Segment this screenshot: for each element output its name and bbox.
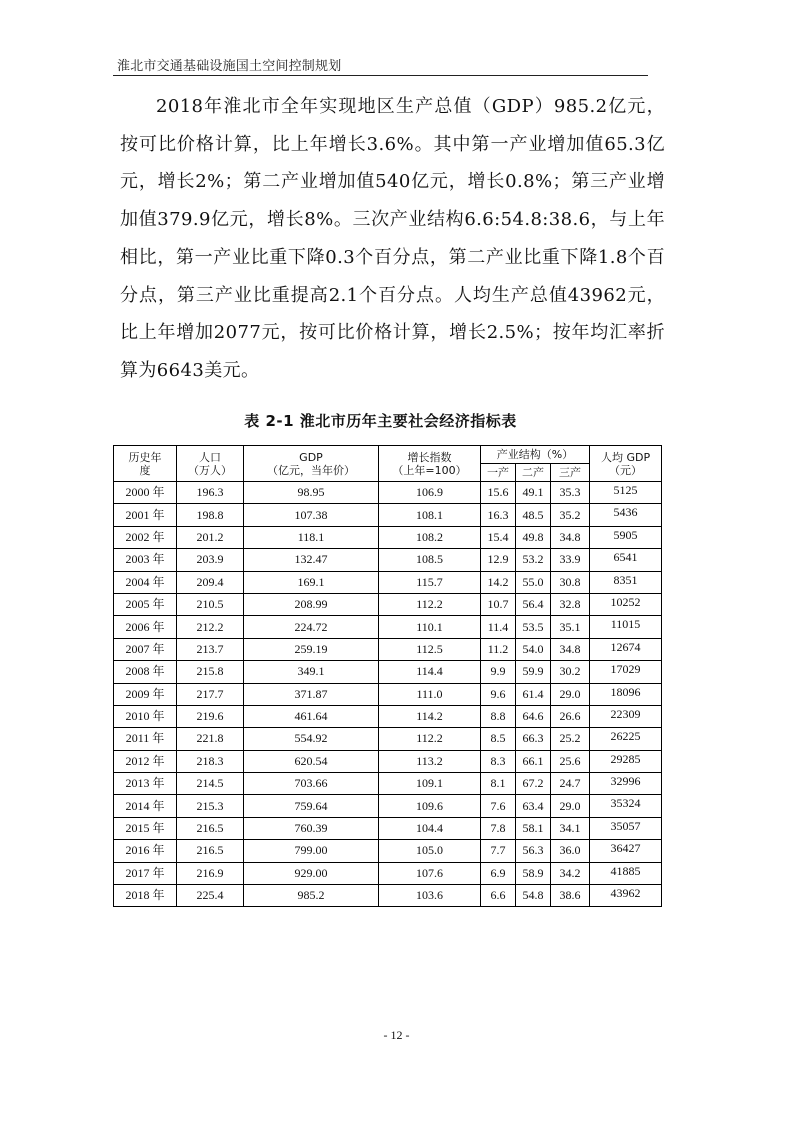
gdp-per-capita-cell: 36427: [590, 840, 662, 862]
body-text: [120, 88, 665, 390]
gdp-per-capita-cell: 35324: [590, 795, 662, 817]
growth-index-cell: 114.2: [379, 705, 481, 727]
secondary-industry-cell: 64.6: [516, 705, 551, 727]
gdp-per-capita-cell: 35057: [590, 817, 662, 839]
population-cell: 225.4: [177, 885, 244, 907]
page-header: [113, 53, 648, 76]
secondary-industry-cell: 58.9: [516, 862, 551, 884]
header-population-line1: 人口: [199, 450, 221, 464]
gdp-per-capita-cell: 5436: [590, 504, 662, 526]
gdp-per-capita-cell: 32996: [590, 773, 662, 795]
primary-industry-cell: 16.3: [481, 504, 516, 526]
gdp-per-capita-cell: 5905: [590, 526, 662, 548]
gdp-per-capita-cell: 6541: [590, 549, 662, 571]
tertiary-industry-cell: 29.0: [551, 683, 590, 705]
population-cell: 210.5: [177, 593, 244, 615]
tertiary-industry-cell: 34.2: [551, 862, 590, 884]
year-cell: 2017 年: [114, 862, 177, 884]
primary-industry-cell: 15.6: [481, 482, 516, 504]
primary-industry-cell: 8.3: [481, 750, 516, 772]
primary-industry-cell: 7.7: [481, 840, 516, 862]
year-cell: 2006 年: [114, 616, 177, 638]
secondary-industry-cell: 59.9: [516, 661, 551, 683]
secondary-industry-cell: 55.0: [516, 571, 551, 593]
tertiary-industry-cell: 29.0: [551, 795, 590, 817]
primary-industry-cell: 10.7: [481, 593, 516, 615]
header-growth-line1: 增长指数: [407, 450, 452, 464]
population-cell: 203.9: [177, 549, 244, 571]
gdp-per-capita-cell: 12674: [590, 638, 662, 660]
population-cell: 196.3: [177, 482, 244, 504]
table-row: [114, 885, 662, 907]
gdp-cell: 224.72: [244, 616, 379, 638]
gdp-per-capita-cell: 43962: [590, 885, 662, 907]
table-row: [114, 705, 662, 727]
document-title: 淮北市交通基础设施国土空间控制规划: [117, 59, 342, 74]
gdp-cell: 759.64: [244, 795, 379, 817]
population-cell: 212.2: [177, 616, 244, 638]
year-cell: 2013 年: [114, 773, 177, 795]
primary-industry-cell: 14.2: [481, 571, 516, 593]
secondary-industry-cell: 67.2: [516, 773, 551, 795]
gdp-per-capita-cell: 29285: [590, 750, 662, 772]
primary-industry-cell: 6.6: [481, 885, 516, 907]
primary-industry-cell: 8.5: [481, 728, 516, 750]
population-cell: 215.8: [177, 661, 244, 683]
tertiary-industry-cell: 24.7: [551, 773, 590, 795]
gdp-cell: 554.92: [244, 728, 379, 750]
year-cell: 2004 年: [114, 571, 177, 593]
primary-industry-cell: 11.4: [481, 616, 516, 638]
primary-industry-cell: 7.6: [481, 795, 516, 817]
header-gdp-per-capita: [590, 446, 662, 482]
table-header: [114, 446, 662, 482]
gdp-summary-paragraph: 2018年淮北市全年实现地区生产总值（GDP）985.2亿元，按可比价格计算，比上年增长3.6%。其中第一产业增加值65.3亿元，增长2%；第二产业增加值540亿元，增长0.8%；第三产业增加值379.9亿元，增长8%。三次产业结构6.6:54.8:38.6，与上年相比，第一产业比重下降0.3个百分点，第二产业比重下降1.8个百分点，第三产业比重提高2.1个百分点。人均生产总值43962元，比上年增加2077元，按可比价格计算，增长2.5%；按年均汇率折算为6643美元。: [120, 96, 665, 381]
population-cell: 217.7: [177, 683, 244, 705]
population-cell: 221.8: [177, 728, 244, 750]
table-body: [114, 482, 662, 907]
table-row: [114, 817, 662, 839]
growth-index-cell: 108.2: [379, 526, 481, 548]
gdp-per-capita-cell: 41885: [590, 862, 662, 884]
year-cell: 2003 年: [114, 549, 177, 571]
growth-index-cell: 107.6: [379, 862, 481, 884]
tertiary-industry-cell: 32.8: [551, 593, 590, 615]
growth-index-cell: 104.4: [379, 817, 481, 839]
population-cell: 209.4: [177, 571, 244, 593]
tertiary-industry-cell: 35.1: [551, 616, 590, 638]
growth-index-cell: 112.2: [379, 728, 481, 750]
gdp-per-capita-cell: 17029: [590, 661, 662, 683]
tertiary-industry-cell: 34.8: [551, 638, 590, 660]
gdp-per-capita-cell: 18096: [590, 683, 662, 705]
tertiary-industry-cell: 35.2: [551, 504, 590, 526]
gdp-per-capita-cell: 11015: [590, 616, 662, 638]
header-population-line2: （万人）: [188, 463, 232, 477]
secondary-industry-cell: 53.2: [516, 549, 551, 571]
year-cell: 2012 年: [114, 750, 177, 772]
secondary-industry-cell: 63.4: [516, 795, 551, 817]
primary-industry-cell: 7.8: [481, 817, 516, 839]
growth-index-cell: 112.5: [379, 638, 481, 660]
year-cell: 2018 年: [114, 885, 177, 907]
growth-index-cell: 109.6: [379, 795, 481, 817]
primary-industry-cell: 12.9: [481, 549, 516, 571]
year-cell: 2009 年: [114, 683, 177, 705]
year-cell: 2016 年: [114, 840, 177, 862]
growth-index-cell: 108.1: [379, 504, 481, 526]
gdp-cell: 98.95: [244, 482, 379, 504]
header-gdp-line1: GDP: [299, 450, 323, 464]
table-row: [114, 750, 662, 772]
population-cell: 213.7: [177, 638, 244, 660]
year-cell: 2010 年: [114, 705, 177, 727]
table-row: [114, 571, 662, 593]
table-row: [114, 616, 662, 638]
header-growth-index: [379, 446, 481, 482]
gdp-cell: 985.2: [244, 885, 379, 907]
header-gdp-per-capita-line1: 人均 GDP: [600, 450, 651, 464]
gdp-per-capita-cell: 10252: [590, 593, 662, 615]
secondary-industry-cell: 66.1: [516, 750, 551, 772]
gdp-per-capita-cell: 26225: [590, 728, 662, 750]
secondary-industry-cell: 61.4: [516, 683, 551, 705]
gdp-per-capita-cell: 22309: [590, 705, 662, 727]
secondary-industry-cell: 56.4: [516, 593, 551, 615]
tertiary-industry-cell: 26.6: [551, 705, 590, 727]
header-secondary: 二产: [516, 464, 551, 482]
tertiary-industry-cell: 33.9: [551, 549, 590, 571]
gdp-cell: 703.66: [244, 773, 379, 795]
header-tertiary: 三产: [551, 464, 590, 482]
gdp-cell: 371.87: [244, 683, 379, 705]
tertiary-industry-cell: 30.8: [551, 571, 590, 593]
year-cell: 2000 年: [114, 482, 177, 504]
table-row: [114, 504, 662, 526]
gdp-cell: 107.38: [244, 504, 379, 526]
tertiary-industry-cell: 38.6: [551, 885, 590, 907]
tertiary-industry-cell: 35.3: [551, 482, 590, 504]
growth-index-cell: 112.2: [379, 593, 481, 615]
primary-industry-cell: 15.4: [481, 526, 516, 548]
gdp-cell: 169.1: [244, 571, 379, 593]
year-cell: 2011 年: [114, 728, 177, 750]
secondary-industry-cell: 49.8: [516, 526, 551, 548]
primary-industry-cell: 8.8: [481, 705, 516, 727]
gdp-cell: 799.00: [244, 840, 379, 862]
table-row: [114, 593, 662, 615]
secondary-industry-cell: 53.5: [516, 616, 551, 638]
growth-index-cell: 106.9: [379, 482, 481, 504]
growth-index-cell: 110.1: [379, 616, 481, 638]
secondary-industry-cell: 54.8: [516, 885, 551, 907]
header-population: [177, 446, 244, 482]
growth-index-cell: 113.2: [379, 750, 481, 772]
year-cell: 2005 年: [114, 593, 177, 615]
population-cell: 201.2: [177, 526, 244, 548]
population-cell: 215.3: [177, 795, 244, 817]
growth-index-cell: 109.1: [379, 773, 481, 795]
secondary-industry-cell: 48.5: [516, 504, 551, 526]
year-cell: 2015 年: [114, 817, 177, 839]
tertiary-industry-cell: 34.1: [551, 817, 590, 839]
table-row: [114, 862, 662, 884]
tertiary-industry-cell: 34.8: [551, 526, 590, 548]
header-year-line2: 度: [139, 463, 151, 477]
gdp-cell: 259.19: [244, 638, 379, 660]
table-row: [114, 661, 662, 683]
primary-industry-cell: 6.9: [481, 862, 516, 884]
page-number: - 12 -: [383, 1028, 410, 1042]
growth-index-cell: 103.6: [379, 885, 481, 907]
secondary-industry-cell: 54.0: [516, 638, 551, 660]
year-cell: 2002 年: [114, 526, 177, 548]
primary-industry-cell: 8.1: [481, 773, 516, 795]
secondary-industry-cell: 49.1: [516, 482, 551, 504]
primary-industry-cell: 9.9: [481, 661, 516, 683]
header-gdp-line2: （亿元，当年价）: [267, 463, 355, 477]
year-cell: 2001 年: [114, 504, 177, 526]
header-primary: 一产: [481, 464, 516, 482]
header-gdp-per-capita-line2: （元）: [609, 463, 643, 477]
growth-index-cell: 111.0: [379, 683, 481, 705]
tertiary-industry-cell: 25.2: [551, 728, 590, 750]
table-row: [114, 526, 662, 548]
tertiary-industry-cell: 36.0: [551, 840, 590, 862]
primary-industry-cell: 9.6: [481, 683, 516, 705]
gdp-per-capita-cell: 8351: [590, 571, 662, 593]
table-row: [114, 638, 662, 660]
tertiary-industry-cell: 30.2: [551, 661, 590, 683]
indicators-table: [113, 445, 662, 907]
tertiary-industry-cell: 25.6: [551, 750, 590, 772]
table-row: [114, 482, 662, 504]
gdp-cell: 929.00: [244, 862, 379, 884]
header-gdp: [244, 446, 379, 482]
population-cell: 216.5: [177, 817, 244, 839]
gdp-cell: 620.54: [244, 750, 379, 772]
table-row: [114, 773, 662, 795]
population-cell: 219.6: [177, 705, 244, 727]
population-cell: 218.3: [177, 750, 244, 772]
table-caption: 表 2-1 淮北市历年主要社会经济指标表: [244, 412, 517, 430]
secondary-industry-cell: 56.3: [516, 840, 551, 862]
table-row: [114, 683, 662, 705]
header-year-line1: 历史年: [128, 450, 162, 464]
population-cell: 198.8: [177, 504, 244, 526]
table-row: [114, 795, 662, 817]
population-cell: 216.9: [177, 862, 244, 884]
header-growth-line2: （上年=100）: [392, 463, 467, 477]
header-industry-structure: 产业结构（%）: [481, 446, 590, 464]
gdp-cell: 132.47: [244, 549, 379, 571]
table-row: [114, 549, 662, 571]
year-cell: 2008 年: [114, 661, 177, 683]
population-cell: 216.5: [177, 840, 244, 862]
gdp-cell: 208.99: [244, 593, 379, 615]
secondary-industry-cell: 66.3: [516, 728, 551, 750]
gdp-cell: 461.64: [244, 705, 379, 727]
secondary-industry-cell: 58.1: [516, 817, 551, 839]
growth-index-cell: 114.4: [379, 661, 481, 683]
gdp-cell: 118.1: [244, 526, 379, 548]
gdp-cell: 349.1: [244, 661, 379, 683]
growth-index-cell: 115.7: [379, 571, 481, 593]
growth-index-cell: 105.0: [379, 840, 481, 862]
growth-index-cell: 108.5: [379, 549, 481, 571]
year-cell: 2007 年: [114, 638, 177, 660]
primary-industry-cell: 11.2: [481, 638, 516, 660]
year-cell: 2014 年: [114, 795, 177, 817]
gdp-cell: 760.39: [244, 817, 379, 839]
table-row: [114, 840, 662, 862]
population-cell: 214.5: [177, 773, 244, 795]
header-year: [114, 446, 177, 482]
table-row: [114, 728, 662, 750]
gdp-per-capita-cell: 5125: [590, 482, 662, 504]
